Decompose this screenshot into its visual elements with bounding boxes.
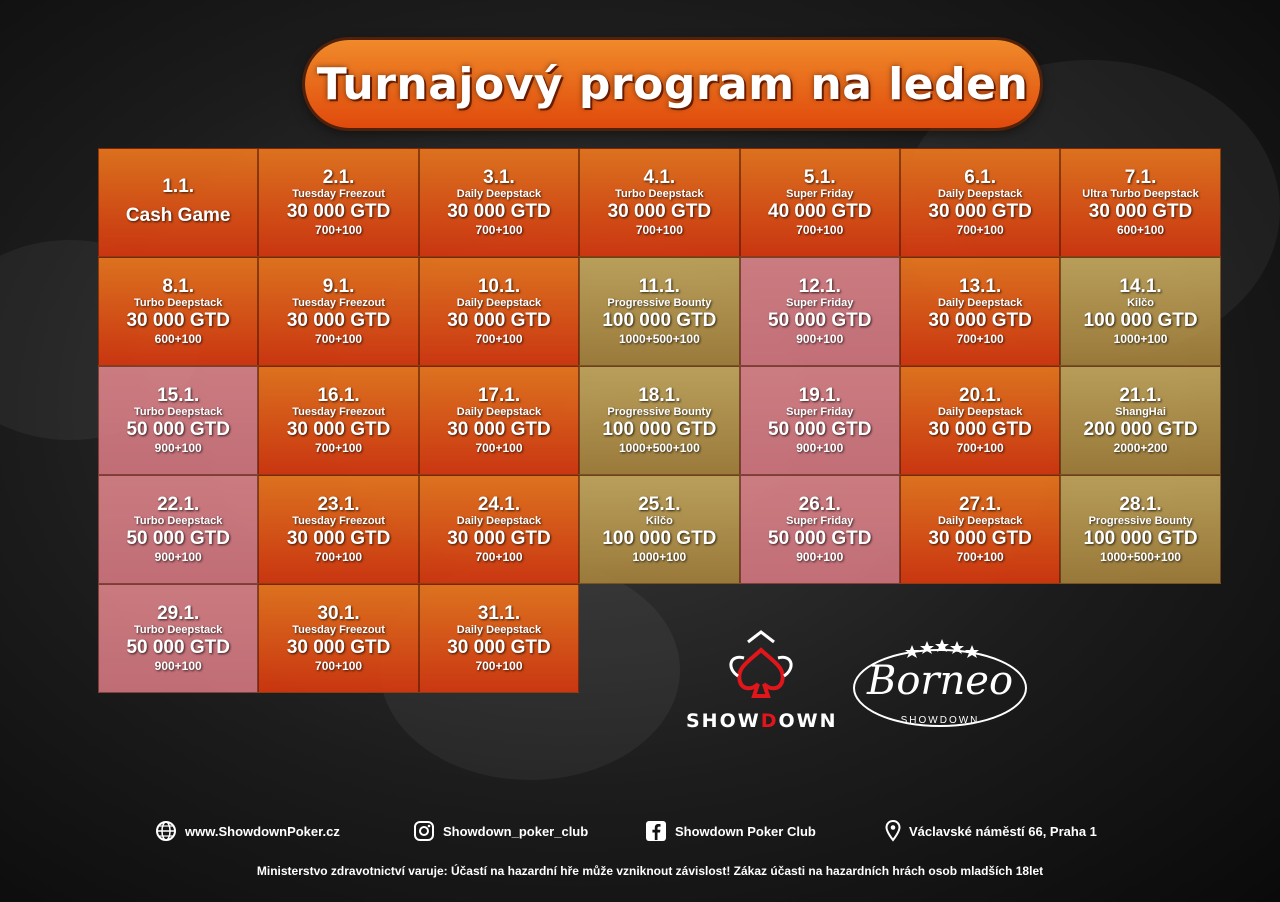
prize-pool: 50 000 GTD xyxy=(768,419,872,440)
day-date: 8.1. xyxy=(162,276,195,297)
prize-pool: 100 000 GTD xyxy=(1083,528,1198,549)
prize-pool: 30 000 GTD xyxy=(447,310,551,331)
facebook-link[interactable] xyxy=(645,820,816,842)
tournament-name: Tuesday Freezout xyxy=(292,297,385,309)
buy-in: 2000+200 xyxy=(1113,441,1168,455)
buy-in: 1000+500+100 xyxy=(618,441,700,455)
health-warning: Ministerstvo zdravotnictví varuje: Účastí na hazardní hře může vzniknout závislost! Zákaz účasti na hazardních hrách osob mladších 18let xyxy=(256,864,1044,878)
prize-pool: 40 000 GTD xyxy=(768,201,872,222)
prize-pool: 30 000 GTD xyxy=(286,419,391,440)
day-date: 17.1. xyxy=(477,385,521,406)
day-date: 19.1. xyxy=(798,385,841,406)
buy-in: 700+100 xyxy=(796,223,844,237)
prize-pool: 50 000 GTD xyxy=(126,528,230,549)
prize-pool: 30 000 GTD xyxy=(928,310,1032,331)
day-date: 10.1. xyxy=(477,276,521,297)
calendar-day-cell xyxy=(98,257,258,366)
calendar-day-cell xyxy=(419,148,579,257)
calendar-day-cell xyxy=(98,475,258,584)
day-date: 21.1. xyxy=(1119,385,1162,406)
day-date: 29.1. xyxy=(157,603,200,624)
buy-in: 600+100 xyxy=(1117,223,1165,237)
buy-in: 700+100 xyxy=(956,332,1004,346)
day-date: 22.1. xyxy=(157,494,200,515)
tournament-name: Turbo Deepstack xyxy=(133,406,223,418)
calendar-day-cell xyxy=(1060,148,1220,257)
facebook-text: Showdown Poker Club xyxy=(675,823,816,839)
calendar-day-cell xyxy=(740,475,900,584)
facebook-icon xyxy=(645,820,667,842)
buy-in: 900+100 xyxy=(154,550,202,564)
day-date: 12.1. xyxy=(798,276,841,297)
calendar-day-cell xyxy=(419,584,579,693)
buy-in: 1000+500+100 xyxy=(1100,550,1181,564)
prize-pool: 30 000 GTD xyxy=(286,201,391,222)
tournament-name: Turbo Deepstack xyxy=(133,624,223,636)
day-date: 30.1. xyxy=(317,603,360,624)
tournament-name: Daily Deepstack xyxy=(456,188,542,200)
prize-pool: 100 000 GTD xyxy=(602,310,717,331)
buy-in: 1000+100 xyxy=(632,550,687,564)
calendar-day-cell xyxy=(258,475,418,584)
day-date: 31.1. xyxy=(477,603,521,624)
instagram-icon xyxy=(413,820,435,842)
buy-in: 900+100 xyxy=(154,659,202,673)
calendar-day-cell xyxy=(740,148,900,257)
address-link[interactable] xyxy=(885,820,1097,842)
buy-in: 700+100 xyxy=(956,550,1004,564)
prize-pool: 100 000 GTD xyxy=(1083,310,1198,331)
prize-pool: 30 000 GTD xyxy=(286,310,391,331)
calendar-day-cell xyxy=(258,257,418,366)
tournament-name: Kilčo xyxy=(645,515,673,527)
day-date: 23.1. xyxy=(317,494,360,515)
day-date: 1.1. xyxy=(162,175,195,197)
prize-pool: 30 000 GTD xyxy=(447,528,551,549)
tournament-calendar xyxy=(98,148,1221,693)
prize-pool: 30 000 GTD xyxy=(447,419,551,440)
instagram-link[interactable] xyxy=(413,820,588,842)
day-date: 9.1. xyxy=(322,276,355,297)
calendar-day-cell xyxy=(1060,366,1220,475)
calendar-day-cell xyxy=(579,148,739,257)
borneo-wordmark: Borneo xyxy=(866,658,1014,704)
buy-in: 900+100 xyxy=(796,550,844,564)
borneo-subtitle: SHOWDOWN xyxy=(900,715,980,726)
page-title-banner xyxy=(305,40,1040,128)
prize-pool: 50 000 GTD xyxy=(126,637,230,658)
prize-pool: 30 000 GTD xyxy=(286,528,391,549)
buy-in: 900+100 xyxy=(796,332,844,346)
buy-in: 700+100 xyxy=(956,223,1004,237)
borneo-logo xyxy=(850,636,1030,736)
website-text: www.ShowdownPoker.cz xyxy=(185,823,340,839)
prize-pool: 100 000 GTD xyxy=(602,528,717,549)
tournament-name: Super Friday xyxy=(786,406,854,418)
buy-in: 700+100 xyxy=(475,659,523,673)
tournament-name: Daily Deepstack xyxy=(456,297,542,309)
calendar-day-cell xyxy=(900,366,1060,475)
instagram-text: Showdown_poker_club xyxy=(443,823,589,839)
tournament-name: Ultra Turbo Deepstack xyxy=(1082,188,1199,200)
prize-pool: 50 000 GTD xyxy=(126,419,230,440)
contact-bar xyxy=(155,820,1155,844)
buy-in: 700+100 xyxy=(635,223,683,237)
calendar-day-cell xyxy=(419,475,579,584)
calendar-day-cell xyxy=(98,366,258,475)
tournament-name: Turbo Deepstack xyxy=(133,515,223,527)
logos xyxy=(680,628,1060,738)
tournament-name: Tuesday Freezout xyxy=(292,515,385,527)
calendar-day-cell xyxy=(900,257,1060,366)
calendar-day-cell xyxy=(419,366,579,475)
day-date: 7.1. xyxy=(1124,167,1157,188)
tournament-name: Super Friday xyxy=(786,515,854,527)
tournament-name: Turbo Deepstack xyxy=(133,297,223,309)
prize-pool: 30 000 GTD xyxy=(447,201,551,222)
buy-in: 700+100 xyxy=(315,659,363,673)
tournament-name: Kilčo xyxy=(1127,297,1154,309)
day-date: 20.1. xyxy=(959,385,1002,406)
calendar-day-cell xyxy=(900,475,1060,584)
tournament-name: ShangHai xyxy=(1115,406,1166,418)
day-date: 6.1. xyxy=(964,167,996,188)
day-date: 25.1. xyxy=(638,494,681,515)
tournament-name: Daily Deepstack xyxy=(456,406,542,418)
website-link[interactable] xyxy=(155,820,340,842)
tournament-name: Super Friday xyxy=(786,297,854,309)
calendar-day-cell xyxy=(98,148,258,257)
day-date: 14.1. xyxy=(1119,276,1162,297)
calendar-day-cell xyxy=(258,148,418,257)
page-title: Turnajový program na leden xyxy=(316,58,1029,110)
tournament-name: Daily Deepstack xyxy=(937,406,1023,418)
calendar-day-cell xyxy=(740,257,900,366)
tournament-name: Daily Deepstack xyxy=(456,624,542,636)
buy-in: 700+100 xyxy=(956,441,1004,455)
prize-pool: 100 000 GTD xyxy=(602,419,717,440)
day-date: 26.1. xyxy=(798,494,841,515)
calendar-day-cell xyxy=(1060,257,1220,366)
calendar-day-cell xyxy=(258,584,418,693)
buy-in: 700+100 xyxy=(475,550,523,564)
buy-in: 700+100 xyxy=(475,441,523,455)
buy-in: 1000+500+100 xyxy=(618,332,700,346)
calendar-day-cell xyxy=(258,366,418,475)
prize-pool: 30 000 GTD xyxy=(607,201,712,222)
tournament-name: Tuesday Freezout xyxy=(292,406,385,418)
buy-in: 700+100 xyxy=(315,550,363,564)
tournament-name: Progressive Bounty xyxy=(607,406,712,418)
day-date: 27.1. xyxy=(959,494,1002,515)
day-date: 5.1. xyxy=(803,167,836,188)
calendar-day-cell xyxy=(579,475,739,584)
day-date: 2.1. xyxy=(322,167,355,188)
calendar-day-cell xyxy=(1060,475,1220,584)
day-date: 24.1. xyxy=(477,494,521,515)
buy-in: 900+100 xyxy=(154,441,202,455)
tournament-name: Daily Deepstack xyxy=(937,297,1023,309)
tournament-name: Daily Deepstack xyxy=(937,188,1023,200)
day-date: 11.1. xyxy=(638,276,680,297)
tournament-name: Daily Deepstack xyxy=(937,515,1023,527)
tournament-name: Tuesday Freezout xyxy=(292,624,385,636)
calendar-day-cell xyxy=(579,257,739,366)
calendar-day-cell xyxy=(900,148,1060,257)
calendar-day-cell xyxy=(98,584,258,693)
buy-in: 700+100 xyxy=(315,332,363,346)
tournament-name: Daily Deepstack xyxy=(456,515,542,527)
tournament-name: Progressive Bounty xyxy=(1088,515,1193,527)
prize-pool: 30 000 GTD xyxy=(1088,201,1193,222)
prize-pool: 30 000 GTD xyxy=(928,201,1032,222)
calendar-day-cell xyxy=(740,366,900,475)
showdown-spade-icon xyxy=(686,628,836,710)
prize-pool: 200 000 GTD xyxy=(1083,419,1198,440)
day-date: 4.1. xyxy=(643,167,676,188)
prize-pool: 30 000 GTD xyxy=(928,419,1032,440)
day-date: 15.1. xyxy=(157,385,200,406)
prize-pool: 30 000 GTD xyxy=(447,637,551,658)
day-date: 3.1. xyxy=(483,167,515,188)
tournament-name: Turbo Deepstack xyxy=(615,188,704,200)
buy-in: 700+100 xyxy=(475,332,523,346)
buy-in: 900+100 xyxy=(796,441,844,455)
day-event-label: Cash Game xyxy=(125,204,231,226)
tournament-name: Super Friday xyxy=(786,188,854,200)
tournament-name: Tuesday Freezout xyxy=(292,188,385,200)
prize-pool: 50 000 GTD xyxy=(768,310,872,331)
tournament-name: Progressive Bounty xyxy=(607,297,712,309)
day-date: 28.1. xyxy=(1119,494,1162,515)
globe-icon xyxy=(155,820,177,842)
address-text: Václavské náměstí 66, Praha 1 xyxy=(909,823,1097,839)
buy-in: 700+100 xyxy=(475,223,523,237)
day-date: 13.1. xyxy=(959,276,1002,297)
prize-pool: 50 000 GTD xyxy=(768,528,872,549)
day-date: 18.1. xyxy=(638,385,681,406)
buy-in: 600+100 xyxy=(154,332,202,346)
buy-in: 1000+100 xyxy=(1113,332,1168,346)
prize-pool: 30 000 GTD xyxy=(928,528,1032,549)
buy-in: 700+100 xyxy=(315,441,363,455)
calendar-day-cell xyxy=(419,257,579,366)
showdown-wordmark: SHOWDOWN xyxy=(686,710,838,732)
buy-in: 700+100 xyxy=(315,223,363,237)
prize-pool: 30 000 GTD xyxy=(286,637,391,658)
day-date: 16.1. xyxy=(317,385,360,406)
calendar-day-cell xyxy=(579,366,739,475)
prize-pool: 30 000 GTD xyxy=(126,310,230,331)
showdown-logo xyxy=(686,628,836,738)
map-pin-icon xyxy=(885,820,901,842)
